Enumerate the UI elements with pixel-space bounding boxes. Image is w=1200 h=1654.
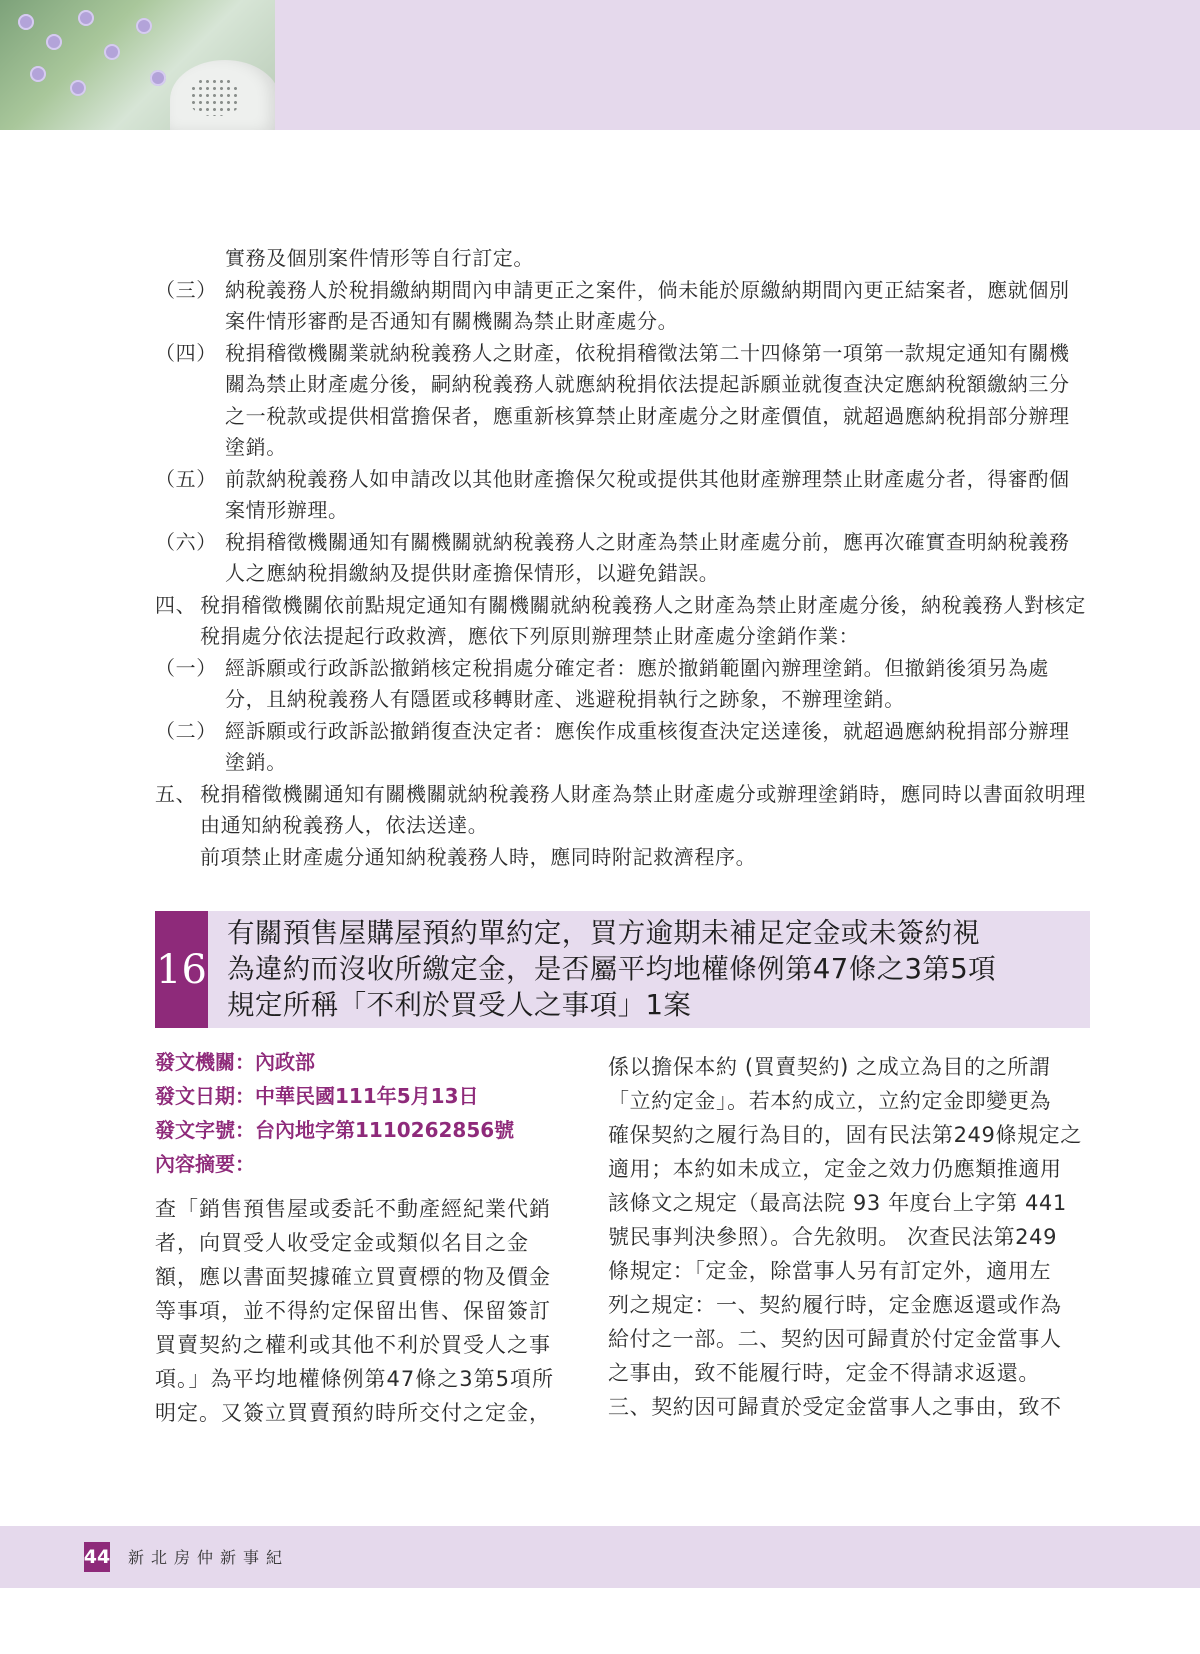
flower-icon — [136, 18, 152, 34]
paragraph-marker: （五） — [155, 466, 217, 491]
paragraph-marker: 五、 — [155, 781, 197, 806]
body-paragraph — [155, 275, 1090, 338]
body-paragraph — [155, 779, 1090, 842]
paragraph-text: 納稅義務人於稅捐繳納期間內申請更正之案件，倘未能於原繳納期間內更正結案者，應就個別案件情形審酌是否通知有關機關為禁止財產處分。 — [225, 277, 1070, 333]
body-paragraph — [155, 464, 1090, 527]
section-title — [227, 915, 1087, 1023]
column-line: 等事項，並不得約定保留出售、保留簽訂 — [155, 1299, 551, 1323]
paragraph-text: 稅捐稽徵機關通知有關機關就納稅義務人之財產為禁止財產處分前，應再次確實查明納稅義務人之應納稅捐繳納及提供財產擔保情形，以避免錯誤。 — [225, 529, 1070, 585]
flower-icon — [30, 66, 46, 82]
section-title-line: 規定所稱「不利於買受人之事項」1案 — [227, 989, 692, 1021]
document-meta — [155, 1045, 575, 1181]
summary-label: 內容摘要： — [155, 1152, 255, 1176]
paragraph-text: 實務及個別案件情形等自行訂定。 — [225, 246, 534, 270]
paragraph-text: 稅捐稽徵機關通知有關機關就納稅義務人財產為禁止財產處分或辦理塗銷時，應同時以書面敘明理由通知納稅義務人，依法送達。 — [200, 781, 1086, 837]
column-line: 「立約定金」。若本約成立，立約定金即變更為 — [608, 1089, 1052, 1113]
column-line: 之事由，致不能履行時，定金不得請求返還。 — [608, 1361, 1040, 1385]
column-line: 項。」為平均地權條例第47條之3第5項所 — [155, 1367, 554, 1391]
body-paragraph — [155, 842, 1090, 874]
body-paragraph — [155, 243, 1090, 275]
section-number: 16 — [155, 911, 208, 1028]
issuing-agency: 發文機關：內政部 — [155, 1050, 315, 1074]
column-line: 買賣契約之權利或其他不利於買受人之事 — [155, 1333, 551, 1357]
column-line: 三、契約因可歸責於受定金當事人之事由，致不 — [608, 1395, 1062, 1419]
regulation-body-text — [155, 243, 1090, 873]
paragraph-marker: （三） — [155, 277, 217, 302]
magazine-title: 新北房仲新事紀 — [128, 1548, 290, 1567]
body-paragraph — [155, 590, 1090, 653]
flower-icon — [104, 44, 120, 60]
paragraph-text: 稅捐稽徵機關業就納稅義務人之財產，依稅捐稽徵法第二十四條第一項第一款規定通知有關機關為禁止財產處分後，嗣納稅義務人就應納稅捐依法提起訴願並就復查決定應納稅額繳納三分之一稅款或提供相當擔保者，應重新核算禁止財產處分之財產價值，就超過應納稅捐部分辦理塗銷。 — [225, 340, 1070, 459]
paragraph-marker: （六） — [155, 529, 217, 554]
flower-icon — [150, 70, 166, 86]
column-line: 該條文之規定（最高法院 93 年度台上字第 441 — [608, 1191, 1067, 1215]
column-line: 列之規定：一、契約履行時，定金應返還或作為 — [608, 1293, 1062, 1317]
column-line: 確保契約之履行為目的，固有民法第249條規定之 — [608, 1123, 1082, 1147]
column-line: 明定。又簽立買賣預約時所交付之定金， — [155, 1401, 551, 1425]
flower-icon — [70, 80, 86, 96]
column-line: 給付之一部。二、契約因可歸責於付定金當事人 — [608, 1327, 1062, 1351]
flower-icon — [78, 10, 94, 26]
body-paragraph — [155, 527, 1090, 590]
body-paragraph — [155, 716, 1090, 779]
document-number: 發文字號：台內地字第1110262856號 — [155, 1118, 515, 1142]
paragraph-marker: 四、 — [155, 592, 197, 617]
paragraph-text: 經訴願或行政訴訟撤銷復查決定者：應俟作成重核復查決定送達後，就超過應納稅捐部分辦理塗銷。 — [225, 718, 1070, 774]
paragraph-text: 稅捐稽徵機關依前點規定通知有關機關就納稅義務人之財產為禁止財產處分後，納稅義務人對核定稅捐處分依法提起行政救濟，應依下列原則辦理禁止財產處分塗銷作業： — [200, 592, 1086, 648]
issue-date: 發文日期：中華民國111年5月13日 — [155, 1084, 479, 1108]
body-paragraph — [155, 338, 1090, 464]
column-line: 查「銷售預售屋或委託不動產經紀業代銷 — [155, 1197, 551, 1221]
column-line: 條規定：「定金，除當事人另有訂定外，適用左 — [608, 1259, 1052, 1283]
section-title-line: 有關預售屋購屋預約單約定，買方逾期未補足定金或未簽約視 — [227, 917, 981, 949]
flower-icon — [46, 34, 62, 50]
section-title-line: 為違約而沒收所繳定金，是否屬平均地權條例第47條之3第5項 — [227, 953, 997, 985]
paragraph-text: 前款納稅義務人如申請改以其他財產擔保欠稅或提供其他財產辦理禁止財產處分者，得審酌個案情形辦理。 — [225, 466, 1070, 522]
page-number: 44 — [84, 1542, 110, 1572]
column-line: 適用；本約如未成立，定金之效力仍應類推適用 — [608, 1157, 1062, 1181]
paragraph-text: 經訴願或行政訴訟撤銷核定稅捐處分確定者：應於撤銷範圍內辦理塗銷。但撤銷後須另為處分，且納稅義務人有隱匿或移轉財產、逃避稅捐執行之跡象，不辦理塗銷。 — [225, 655, 1049, 711]
flower-icon — [18, 14, 34, 30]
header-flower-photo — [0, 0, 275, 130]
column-line: 者，向買受人收受定金或類似名目之金 — [155, 1231, 529, 1255]
summary-right-column — [608, 1050, 1088, 1424]
paragraph-marker: （四） — [155, 340, 217, 365]
watering-can-rose-icon — [190, 78, 240, 116]
paragraph-marker: （一） — [155, 655, 217, 680]
column-line: 額，應以書面契據確立買賣標的物及價金 — [155, 1265, 551, 1289]
column-line: 係以擔保本約 (買賣契約) 之成立為目的之所謂 — [608, 1055, 1051, 1079]
column-line: 號民事判決參照）。合先敘明。 次查民法第249 — [608, 1225, 1058, 1249]
section-header — [155, 911, 1090, 1028]
summary-left-column — [155, 1192, 575, 1430]
paragraph-marker: （二） — [155, 718, 217, 743]
body-paragraph — [155, 653, 1090, 716]
paragraph-text: 前項禁止財產處分通知納稅義務人時，應同時附記救濟程序。 — [200, 844, 757, 869]
